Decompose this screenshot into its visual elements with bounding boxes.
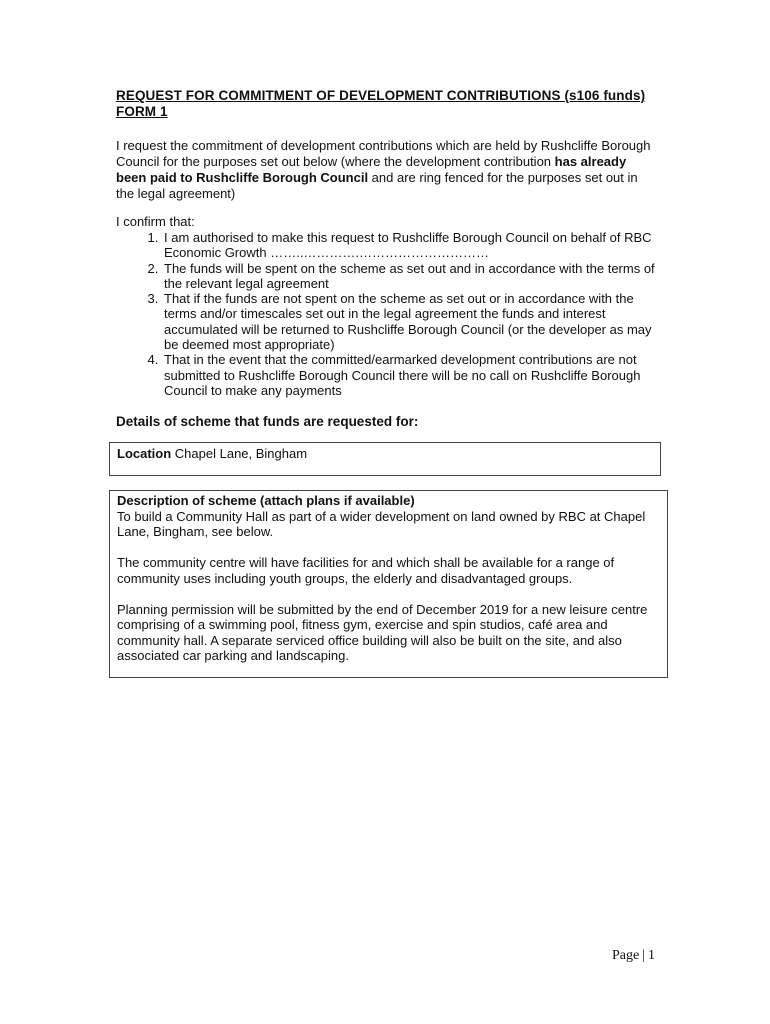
description-box xyxy=(109,490,668,678)
confirmation-item: 4. That in the event that the committed/earmarked development contributions are not submitted to Rushcliffe Borough Council there will be no call on Rushcliffe Borough Council to make any payments xyxy=(162,352,664,398)
location-value: Chapel Lane, Bingham xyxy=(174,446,308,461)
page-separator: | xyxy=(642,948,646,963)
description-paragraph: To build a Community Hall as part of a wider development on land owned by RBC at Chapel Lane, Bingham, see below. xyxy=(117,508,646,539)
description-paragraph: Planning permission will be submitted by the end of December 2019 for a new leisure centre comprising of a swimming pool, fitness gym, exercise and spin studios, café area and community hall. A separate serviced office building will also be built on the site, and also associated car parking and landscaping. xyxy=(117,601,648,663)
details-heading: Details of scheme that funds are requested for: xyxy=(116,414,419,429)
description-paragraph: The community centre will have facilities for and which shall be available for a range of community uses including youth groups, the elderly and disadvantaged groups. xyxy=(117,555,615,586)
description-label: Description of scheme (attach plans if available) xyxy=(117,493,415,508)
page-number: 1 xyxy=(648,948,656,963)
confirmation-item: 3. That if the funds are not spent on the scheme as set out or in accordance with the terms and/or timescales set out in the legal agreement the funds and interest accumulated will be returned to Rushcliffe Borough Council (or the developer as may be deemed most appropriate) xyxy=(162,291,664,352)
location-box xyxy=(109,442,661,476)
intro-paragraph xyxy=(116,138,656,202)
intro-text-bold: has already been paid to Rushcliffe Borough Council xyxy=(116,154,627,185)
location-label: Location xyxy=(117,446,172,461)
confirmation-list xyxy=(116,230,664,398)
intro-text-end: and are ring fenced for the purposes set out in the legal agreement) xyxy=(116,170,638,201)
page-footer xyxy=(612,948,655,964)
page-label: Page xyxy=(612,948,640,963)
intro-text-start: I request the commitment of development contributions which are held by Rushcliffe Borough Council for the purposes set out below (where the development contribution xyxy=(116,138,651,169)
confirm-intro: I confirm that: xyxy=(116,214,195,229)
form-title: REQUEST FOR COMMITMENT OF DEVELOPMENT CONTRIBUTIONS (s106 funds) FORM 1 xyxy=(116,88,646,119)
confirmation-item: 2. The funds will be spent on the scheme as set out and in accordance with the terms of the relevant legal agreement xyxy=(162,261,664,292)
confirmation-item: 1. I am authorised to make this request to Rushcliffe Borough Council on behalf of RBC Economic Growth ……..………….………………………… xyxy=(162,230,664,261)
